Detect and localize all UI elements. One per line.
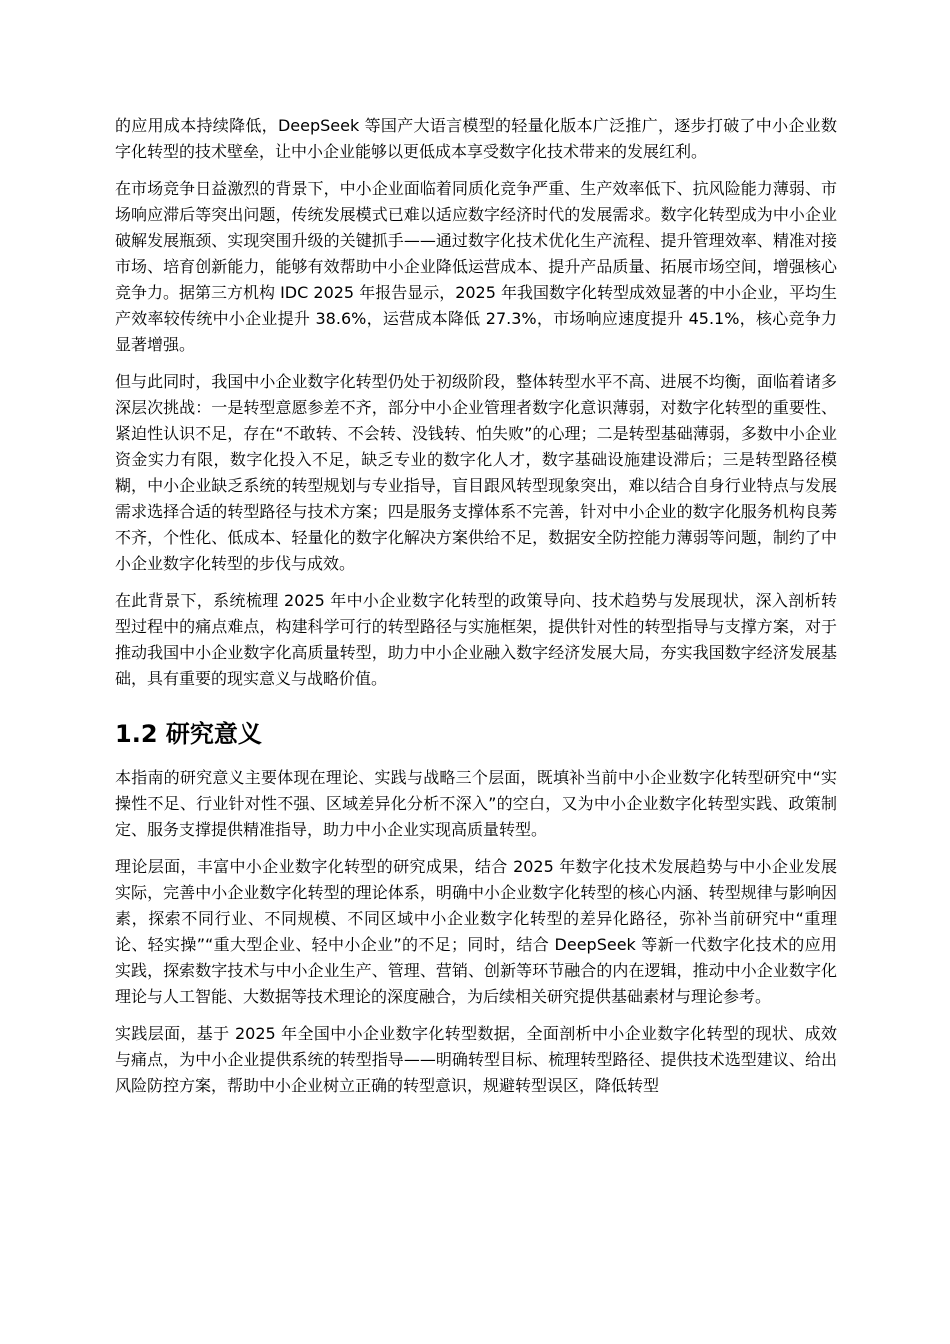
section-heading: 1.2 研究意义 (115, 720, 262, 748)
body-paragraph: 的应用成本持续降低，DeepSeek 等国产大语言模型的轻量化版本广泛推广，逐步打破了中小企业数字化转型的技术壁垒，让中小企业能够以更低成本享受数字化技术带来的发展红利。 (115, 116, 837, 161)
body-paragraph: 在市场竞争日益激烈的背景下，中小企业面临着同质化竞争严重、生产效率低下、抗风险能力薄弱、市场响应滞后等突出问题，传统发展模式已难以适应数字经济时代的发展需求。数字化转型成为中小企业破解发展瓶颈、实现突围升级的关键抓手——通过数字化技术优化生产流程、提升管理效率、精准对接市场、培育创新能力，能够有效帮助中小企业降低运营成本、提升产品质量、拓展市场空间，增强核心竞争力。据第三方机构 IDC 2025 年报告显示，2025 年我国数字化转型成效显著的中小企业，平均生产效率较传统中小企业提升 38.6%，运营成本降低 27.3%，市场响应速度提升 45.1%，核心竞争力显著增强。 (115, 179, 837, 354)
body-paragraph: 实践层面，基于 2025 年全国中小企业数字化转型数据，全面剖析中小企业数字化转型的现状、成效与痛点，为中小企业提供系统的转型指导——明确转型目标、梳理转型路径、提供技术选型建议、给出风险防控方案，帮助中小企业树立正确的转型意识，规避转型误区，降低转型 (115, 1024, 837, 1095)
body-paragraph: 但与此同时，我国中小企业数字化转型仍处于初级阶段，整体转型水平不高、进展不均衡，面临着诸多深层次挑战：一是转型意愿参差不齐，部分中小企业管理者数字化意识薄弱，对数字化转型的重要性、紧迫性认识不足，存在“不敢转、不会转、没钱转、怕失败”的心理；二是转型基础薄弱，多数中小企业资金实力有限，数字化投入不足，缺乏专业的数字化人才，数字基础设施建设滞后；三是转型路径模糊，中小企业缺乏系统的转型规划与专业指导，盲目跟风转型现象突出，难以结合自身行业特点与发展需求选择合适的转型路径与技术方案；四是服务支撑体系不完善，针对中小企业的数字化服务机构良莠不齐，个性化、低成本、轻量化的数字化解决方案供给不足，数据安全防控能力薄弱等问题，制约了中小企业数字化转型的步伐与成效。 (115, 372, 837, 573)
document-page (115, 113, 837, 1110)
body-paragraph: 理论层面，丰富中小企业数字化转型的研究成果，结合 2025 年数字化技术发展趋势与中小企业发展实际，完善中小企业数字化转型的理论体系，明确中小企业数字化转型的核心内涵、转型规律与影响因素，探索不同行业、不同规模、不同区域中小企业数字化转型的差异化路径，弥补当前研究中“重理论、轻实操”“重大型企业、轻中小企业”的不足；同时，结合 DeepSeek 等新一代数字化技术的应用实践，探索数字技术与中小企业生产、管理、营销、创新等环节融合的内在逻辑，推动中小企业数字化理论与人工智能、大数据等技术理论的深度融合，为后续相关研究提供基础素材与理论参考。 (115, 857, 837, 1006)
body-paragraph: 在此背景下，系统梳理 2025 年中小企业数字化转型的政策导向、技术趋势与发展现状，深入剖析转型过程中的痛点难点，构建科学可行的转型路径与实施框架，提供针对性的转型指导与支撑方案，对于推动我国中小企业数字化高质量转型，助力中小企业融入数字经济发展大局，夯实我国数字经济发展基础，具有重要的现实意义与战略价值。 (115, 591, 837, 688)
body-paragraph: 本指南的研究意义主要体现在理论、实践与战略三个层面，既填补当前中小企业数字化转型研究中“实操性不足、行业针对性不强、区域差异化分析不深入”的空白，又为中小企业数字化转型实践、政策制定、服务支撑提供精准指导，助力中小企业实现高质量转型。 (115, 768, 837, 839)
